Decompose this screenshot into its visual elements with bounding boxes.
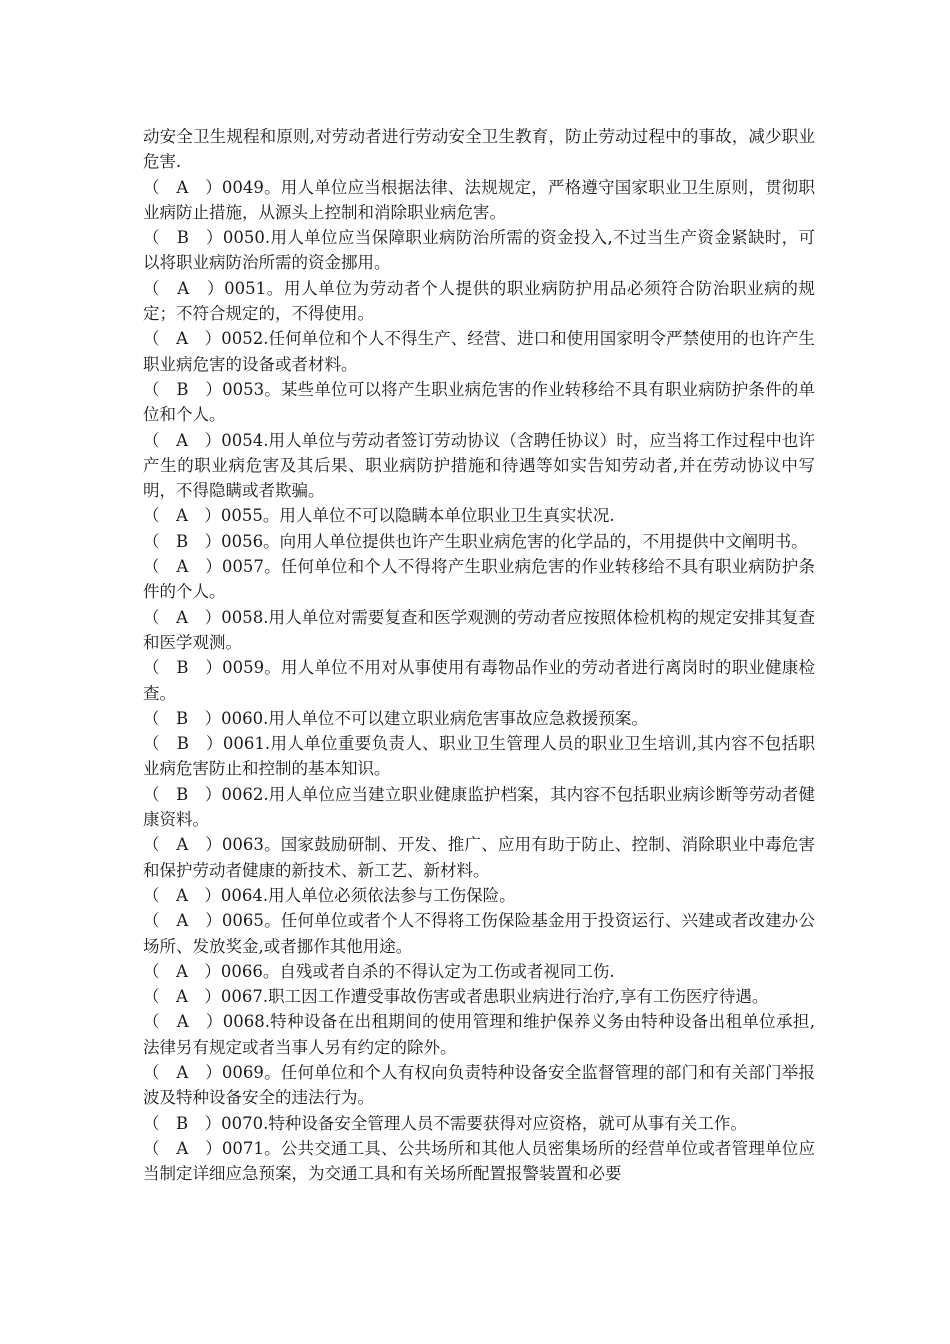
question-0049: （ A ）0049。用人单位应当根据法律、法规规定，严格遵守国家职业卫生原则，贯彻职业病防止措施，从源头上控制和消除职业病危害。 <box>143 177 815 222</box>
question-0069: （ A ）0069。任何单位和个人有权向负责特种设备安全监督管理的部门和有关部门举报波及特种设备安全的违法行为。 <box>143 1062 815 1108</box>
question-0051: （ A ）0051。用人单位为劳动者个人提供的职业病防护用品必须符合防治职业病的规定；不符合规定的，不得使用。 <box>143 278 815 324</box>
question-0057: （ A ）0057。任何单位和个人不得将产生职业病危害的作业转移给不具有职业病防护条件的个人。 <box>143 557 815 602</box>
document-body <box>143 124 815 1186</box>
question-0067: （ A ）0067.职工因工作遭受事故伤害或者患职业病进行治疗,享有工伤医疗待遇。 <box>143 987 769 1007</box>
question-0068: （ A ）0068.特种设备在出租期间的使用管理和维护保养义务由特种设备出租单位承担,法律另有规定或者当事人另有约定的除外。 <box>143 1012 815 1057</box>
question-0071: （ A ）0071。公共交通工具、公共场所和其他人员密集场所的经营单位或者管理单位应当制定详细应急预案，为交通工具和有关场所配置报警装置和必要 <box>143 1138 815 1184</box>
question-0050: （ B ）0050.用人单位应当保障职业病防治所需的资金投入,不过当生产资金紧缺时，可以将职业病防治所需的资金挪用。 <box>143 228 815 273</box>
question-0062: （ B ）0062.用人单位应当建立职业健康监护档案，其内容不包括职业病诊断等劳动者健康资料。 <box>143 784 815 830</box>
question-0065: （ A ）0065。任何单位或者个人不得将工伤保险基金用于投资运行、兴建或者改建办公场所、发放奖金,或者挪作其他用途。 <box>143 911 815 956</box>
question-0054: （ A ）0054.用人单位与劳动者签订劳动协议（含聘任协议）时，应当将工作过程中也许产生的职业病危害及其后果、职业病防护措施和待遇等如实告知劳动者,并在劳动协议中写明，不得隐瞒或者欺骗。 <box>143 430 815 501</box>
question-0064: （ A ）0064.用人单位必须依法参与工伤保险。 <box>143 885 516 905</box>
question-0061: （ B ）0061.用人单位重要负责人、职业卫生管理人员的职业卫生培训,其内容不包括职业病危害防止和控制的基本知识。 <box>143 734 815 779</box>
question-0053: （ B ）0053。某些单位可以将产生职业病危害的作业转移给不具有职业病防护条件的单位和个人。 <box>143 379 815 425</box>
question-0058: （ A ）0058.用人单位对需要复查和医学观测的劳动者应按照体检机构的规定安排其复查和医学观测。 <box>143 607 815 652</box>
question-0052: （ A ）0052.任何单位和个人不得生产、经营、进口和使用国家明令严禁使用的也许产生职业病危害的设备或者材料。 <box>143 329 815 374</box>
question-0059: （ B ）0059。用人单位不用对从事使用有毒物品作业的劳动者进行离岗时的职业健康检查。 <box>143 658 815 703</box>
paragraph-continuation: 动安全卫生规程和原则,对劳动者进行劳动安全卫生教育，防止劳动过程中的事故，减少职业危害. <box>143 127 815 172</box>
question-0056: （ B ）0056。向用人单位提供也许产生职业病危害的化学品的，不用提供中文阐明书。 <box>143 531 808 551</box>
question-0070: （ B ）0070.特种设备安全管理人员不需要获得对应资格，就可从事有关工作。 <box>143 1113 747 1133</box>
question-0060: （ B ）0060.用人单位不可以建立职业病危害事故应急救援预案。 <box>143 708 648 728</box>
question-0066: （ A ）0066。自残或者自杀的不得认定为工伤或者视同工伤. <box>143 961 615 981</box>
question-0055: （ A ）0055。用人单位不可以隐瞒本单位职业卫生真实状况. <box>143 506 615 526</box>
question-0063: （ A ）0063。国家鼓励研制、开发、推广、应用有助于防止、控制、消除职业中毒危害和保护劳动者健康的新技术、新工艺、新材料。 <box>143 835 815 880</box>
